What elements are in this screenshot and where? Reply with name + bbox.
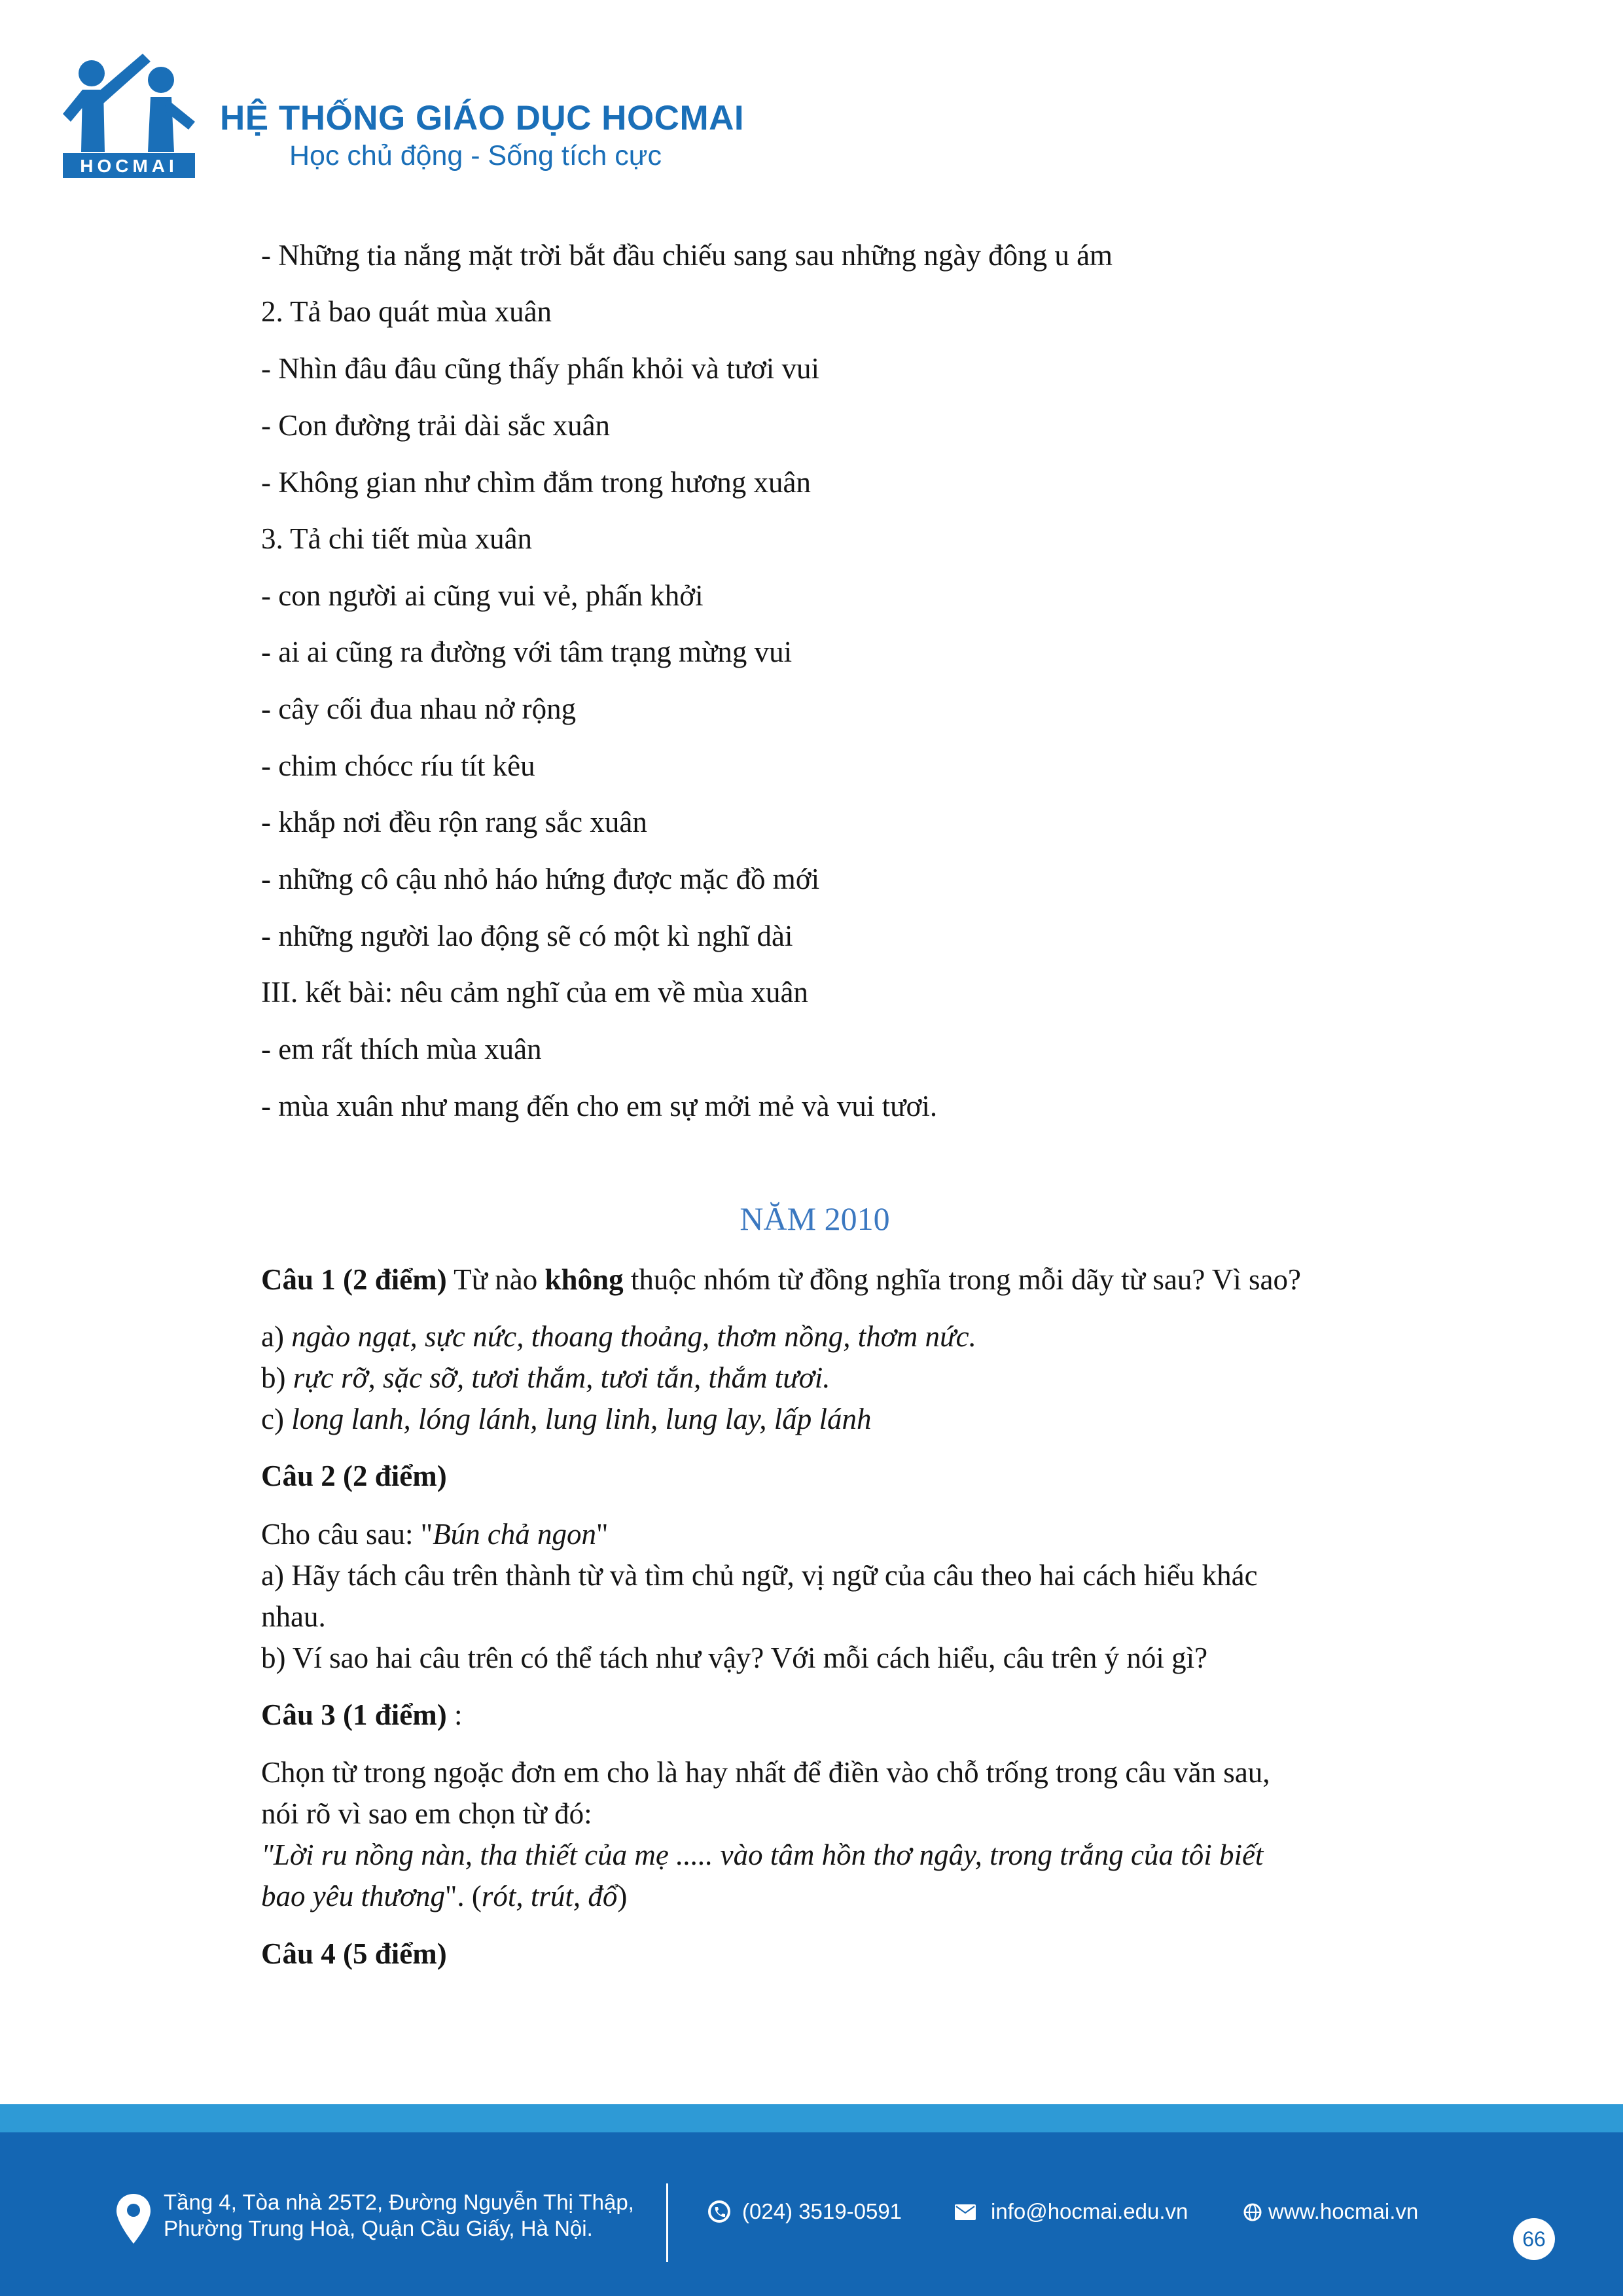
outline-line: 3. Tả chi tiết mùa xuân (261, 522, 533, 555)
outline-line: - chim chócc ríu tít kêu (261, 749, 535, 782)
outline-line: - Không gian như chìm đắm trong hương xuân (261, 466, 811, 499)
close-paren: ) (617, 1880, 628, 1912)
question-3-label: Câu 3 (1 điểm) (261, 1698, 447, 1731)
question-1 (261, 1263, 1301, 1297)
location-pin-icon (116, 2194, 151, 2244)
outline-line: - con người ai cũng vui vẻ, phấn khởi (261, 579, 704, 612)
outline-line: - Con đường trải dài sắc xuân (261, 409, 611, 442)
outline-line: - những người lao động sẽ có một kì nghĩ dài (261, 920, 793, 952)
label-suffix: : (446, 1698, 463, 1731)
outline-line: - Những tia nắng mặt trời bắt đầu chiếu sang sau những ngày đông u ám (261, 239, 1113, 272)
page-number: 66 (1513, 2218, 1555, 2260)
question-3-line-1: Chọn từ trong ngoặc đơn em cho là hay nhất để điền vào chỗ trống trong câu văn sau, (261, 1756, 1270, 1789)
quote-end: ". ( (445, 1880, 482, 1912)
option-prefix: a) (261, 1320, 292, 1353)
brand-subtitle: Học chủ động - Sống tích cực (289, 140, 662, 171)
option-text: long lanh, lóng lánh, lung linh, lung lay, lấp lánh (291, 1403, 872, 1435)
question-1-option-c (261, 1402, 872, 1436)
question-3-quote-1: "Lời ru nồng nàn, tha thiết của mẹ ..... vào tâm hồn thơ ngây, trong trắng của tôi biết (261, 1839, 1264, 1871)
question-1-text-b: thuộc nhóm từ đồng nghĩa trong mỗi dãy từ sau? Vì sao? (623, 1263, 1301, 1296)
option-prefix: b) (261, 1361, 293, 1394)
website-link[interactable]: www.hocmai.vn (1268, 2199, 1419, 2223)
option-prefix: c) (261, 1403, 292, 1435)
outline-line: III. kết bài: nêu cảm nghĩ của em về mùa xuân (261, 976, 808, 1009)
logo-text: HOCMAI (80, 156, 178, 176)
quoted-sentence: Bún chả ngon (433, 1518, 597, 1551)
question-4-label: Câu 4 (5 điểm) (261, 1937, 447, 1970)
question-3-quote-2 (261, 1879, 627, 1913)
intro-end: " (596, 1518, 609, 1551)
outline-line: - mùa xuân như mang đến cho em sự mởi mẻ và vui tươi. (261, 1090, 938, 1122)
outline-line: 2. Tả bao quát mùa xuân (261, 295, 552, 328)
word-options: rót, trút, đổ (481, 1880, 618, 1912)
question-1-emphasis: không (544, 1263, 624, 1296)
question-1-text-a: Từ nào (446, 1263, 545, 1296)
question-1-option-a (261, 1319, 976, 1354)
footer-divider (666, 2183, 668, 2262)
question-2-part-b: b) Ví sao hai câu trên có thể tách như vậy? Với mỗi cách hiểu, câu trên ý nói gì? (261, 1641, 1208, 1674)
outline-line: - khắp nơi đều rộn rang sắc xuân (261, 806, 647, 838)
email-link[interactable]: info@hocmai.edu.vn (991, 2199, 1188, 2223)
address-line-1: Tầng 4, Tòa nhà 25T2, Đường Nguyễn Thị Thập, (164, 2190, 634, 2214)
question-3-line-2: nói rõ vì sao em chọn từ đó: (261, 1797, 592, 1830)
question-3-label-line (261, 1698, 463, 1732)
intro-text: Cho câu sau: " (261, 1518, 433, 1551)
question-2-part-a-cont: nhau. (261, 1600, 326, 1633)
hocmai-logo (63, 54, 195, 178)
brand-title: HỆ THỐNG GIÁO DỤC HOCMAI (220, 99, 745, 137)
question-2-part-a: a) Hãy tách câu trên thành từ và tìm chủ ngữ, vị ngữ của câu theo hai cách hiểu khác (261, 1559, 1258, 1592)
footer-accent-strip (0, 2104, 1623, 2132)
outline-line: - Nhìn đâu đâu cũng thấy phấn khỏi và tươi vui (261, 352, 820, 385)
question-1-option-b (261, 1361, 830, 1395)
outline-line: - em rất thích mùa xuân (261, 1033, 542, 1066)
quote-text: bao yêu thương (261, 1880, 446, 1912)
address-line-2: Phường Trung Hoà, Quận Cầu Giấy, Hà Nội. (164, 2216, 593, 2240)
question-2-intro (261, 1517, 608, 1551)
phone-number[interactable]: (024) 3519-0591 (742, 2199, 902, 2223)
outline-line: - cây cối đua nhau nở rộng (261, 692, 577, 725)
outline-line: - những cô cậu nhỏ háo hứng được mặc đồ mới (261, 863, 820, 895)
email-icon (955, 2204, 976, 2220)
option-text: rực rỡ, sặc sỡ, tươi thắm, tươi tắn, thắm tươi. (293, 1361, 830, 1394)
section-heading: NĂM 2010 (740, 1200, 890, 1237)
question-2-label: Câu 2 (2 điểm) (261, 1460, 447, 1492)
globe-icon (1243, 2203, 1262, 2221)
option-text: ngào ngạt, sực nức, thoang thoảng, thơm nồng, thơm nức. (291, 1320, 976, 1353)
phone-icon (708, 2200, 730, 2223)
question-1-label: Câu 1 (2 điểm) (261, 1263, 447, 1296)
outline-line: - ai ai cũng ra đường với tâm trạng mừng vui (261, 636, 793, 668)
footer (0, 2132, 1623, 2296)
